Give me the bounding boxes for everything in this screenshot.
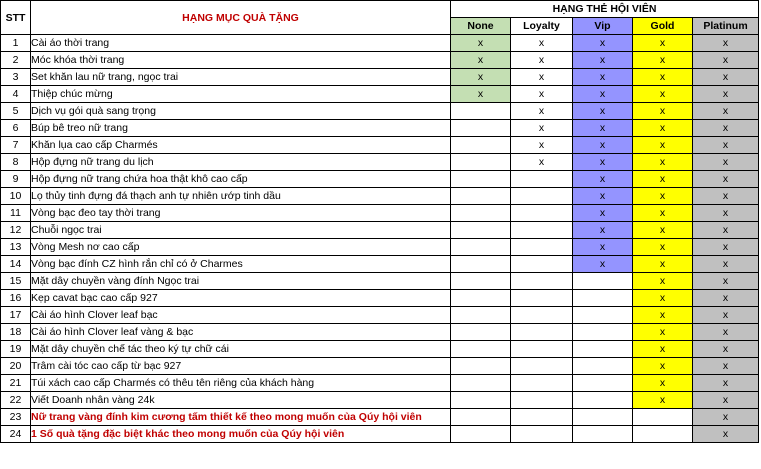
table-row bbox=[1, 409, 759, 426]
tier-cell-none bbox=[451, 358, 511, 375]
tier-cell-platinum: x bbox=[693, 426, 759, 443]
table-row bbox=[1, 154, 759, 171]
tier-cell-loyalty bbox=[511, 290, 573, 307]
row-number: 24 bbox=[1, 426, 31, 443]
gift-item-name: Vòng bạc đeo tay thời trang bbox=[31, 205, 451, 222]
tier-cell-none bbox=[451, 273, 511, 290]
gift-item-name: Mặt dây chuyền chế tác theo ký tự chữ cái bbox=[31, 341, 451, 358]
header-row-top bbox=[1, 1, 759, 18]
tier-cell-vip bbox=[573, 290, 633, 307]
tier-cell-vip: x bbox=[573, 35, 633, 52]
tier-cell-none bbox=[451, 205, 511, 222]
gift-item-name: Vòng bạc đính CZ hình rắn chỉ có ở Charmes bbox=[31, 256, 451, 273]
tier-cell-platinum: x bbox=[693, 358, 759, 375]
tier-cell-vip: x bbox=[573, 239, 633, 256]
tier-header-platinum: Platinum bbox=[693, 18, 759, 35]
tier-group-header: HẠNG THẺ HỘI VIÊN bbox=[451, 1, 759, 18]
tier-cell-vip bbox=[573, 273, 633, 290]
tier-cell-platinum: x bbox=[693, 222, 759, 239]
tier-cell-vip: x bbox=[573, 188, 633, 205]
tier-cell-none bbox=[451, 239, 511, 256]
gift-item-name: Viết Doanh nhân vàng 24k bbox=[31, 392, 451, 409]
tier-cell-loyalty: x bbox=[511, 154, 573, 171]
tier-cell-none bbox=[451, 188, 511, 205]
tier-cell-platinum: x bbox=[693, 103, 759, 120]
row-number: 5 bbox=[1, 103, 31, 120]
page-title: HẠNG MỤC QUÀ TẶNG bbox=[31, 1, 451, 35]
tier-cell-gold: x bbox=[633, 392, 693, 409]
tier-cell-gold: x bbox=[633, 324, 693, 341]
tier-cell-vip: x bbox=[573, 103, 633, 120]
tier-cell-vip bbox=[573, 426, 633, 443]
table-row bbox=[1, 239, 759, 256]
row-number: 1 bbox=[1, 35, 31, 52]
tier-cell-loyalty bbox=[511, 205, 573, 222]
table-row bbox=[1, 392, 759, 409]
tier-cell-gold: x bbox=[633, 52, 693, 69]
tier-cell-none bbox=[451, 137, 511, 154]
tier-cell-vip bbox=[573, 307, 633, 324]
table-row bbox=[1, 103, 759, 120]
tier-cell-platinum: x bbox=[693, 392, 759, 409]
gift-item-name: Túi xách cao cấp Charmés có thêu tên riêng của khách hàng bbox=[31, 375, 451, 392]
tier-cell-platinum: x bbox=[693, 239, 759, 256]
tier-cell-none bbox=[451, 120, 511, 137]
tier-cell-loyalty bbox=[511, 341, 573, 358]
tier-cell-vip: x bbox=[573, 120, 633, 137]
row-number: 23 bbox=[1, 409, 31, 426]
table-row bbox=[1, 86, 759, 103]
row-number: 10 bbox=[1, 188, 31, 205]
tier-cell-none bbox=[451, 222, 511, 239]
tier-cell-none bbox=[451, 171, 511, 188]
tier-cell-platinum: x bbox=[693, 290, 759, 307]
tier-cell-vip bbox=[573, 341, 633, 358]
gift-item-name: Lọ thủy tinh đựng đá thạch anh tự nhiên ướp tinh dầu bbox=[31, 188, 451, 205]
tier-cell-loyalty bbox=[511, 358, 573, 375]
table-row bbox=[1, 69, 759, 86]
gift-item-name: Dịch vụ gói quà sang trọng bbox=[31, 103, 451, 120]
tier-cell-vip: x bbox=[573, 69, 633, 86]
tier-cell-none bbox=[451, 290, 511, 307]
tier-cell-vip bbox=[573, 375, 633, 392]
stt-header: STT bbox=[1, 1, 31, 35]
row-number: 18 bbox=[1, 324, 31, 341]
table-row bbox=[1, 52, 759, 69]
tier-cell-gold: x bbox=[633, 137, 693, 154]
tier-cell-gold: x bbox=[633, 358, 693, 375]
tier-cell-loyalty: x bbox=[511, 86, 573, 103]
tier-cell-gold: x bbox=[633, 188, 693, 205]
gift-item-name: Cài áo hình Clover leaf bạc bbox=[31, 307, 451, 324]
table-row bbox=[1, 222, 759, 239]
tier-cell-platinum: x bbox=[693, 256, 759, 273]
gift-item-name: Cài áo thời trang bbox=[31, 35, 451, 52]
table-row bbox=[1, 171, 759, 188]
tier-cell-gold: x bbox=[633, 273, 693, 290]
tier-cell-platinum: x bbox=[693, 86, 759, 103]
row-number: 3 bbox=[1, 69, 31, 86]
tier-cell-vip: x bbox=[573, 171, 633, 188]
tier-cell-none: x bbox=[451, 52, 511, 69]
tier-cell-platinum: x bbox=[693, 409, 759, 426]
row-number: 17 bbox=[1, 307, 31, 324]
tier-cell-platinum: x bbox=[693, 137, 759, 154]
tier-cell-none bbox=[451, 341, 511, 358]
table-row bbox=[1, 358, 759, 375]
tier-cell-loyalty: x bbox=[511, 69, 573, 86]
table-row bbox=[1, 120, 759, 137]
gift-item-name: Thiệp chúc mừng bbox=[31, 86, 451, 103]
tier-cell-platinum: x bbox=[693, 154, 759, 171]
gift-item-name: Mặt dây chuyền vàng đính Ngọc trai bbox=[31, 273, 451, 290]
gift-item-name: Hộp đựng nữ trang du lịch bbox=[31, 154, 451, 171]
gift-item-name: Set khăn lau nữ trang, ngọc trai bbox=[31, 69, 451, 86]
row-number: 4 bbox=[1, 86, 31, 103]
tier-cell-none bbox=[451, 392, 511, 409]
tier-cell-vip: x bbox=[573, 86, 633, 103]
gift-item-name: Búp bê treo nữ trang bbox=[31, 120, 451, 137]
tier-cell-none bbox=[451, 256, 511, 273]
table-row bbox=[1, 324, 759, 341]
tier-cell-loyalty bbox=[511, 324, 573, 341]
tier-cell-none bbox=[451, 409, 511, 426]
table-row bbox=[1, 426, 759, 443]
table-row bbox=[1, 341, 759, 358]
row-number: 21 bbox=[1, 375, 31, 392]
tier-cell-loyalty bbox=[511, 222, 573, 239]
tier-cell-platinum: x bbox=[693, 69, 759, 86]
tier-cell-vip bbox=[573, 358, 633, 375]
gift-item-name: Trâm cài tóc cao cấp từ bạc 927 bbox=[31, 358, 451, 375]
row-number: 2 bbox=[1, 52, 31, 69]
gift-rows bbox=[1, 35, 759, 443]
gift-item-name: Cài áo hình Clover leaf vàng & bạc bbox=[31, 324, 451, 341]
tier-cell-loyalty bbox=[511, 375, 573, 392]
tier-cell-loyalty bbox=[511, 392, 573, 409]
gift-item-name: Vòng Mesh nơ cao cấp bbox=[31, 239, 451, 256]
tier-cell-loyalty: x bbox=[511, 137, 573, 154]
table-row bbox=[1, 137, 759, 154]
tier-header-loyalty: Loyalty bbox=[511, 18, 573, 35]
tier-cell-none: x bbox=[451, 69, 511, 86]
tier-cell-platinum: x bbox=[693, 375, 759, 392]
tier-cell-platinum: x bbox=[693, 120, 759, 137]
tier-cell-loyalty bbox=[511, 256, 573, 273]
tier-cell-loyalty bbox=[511, 409, 573, 426]
tier-cell-vip: x bbox=[573, 137, 633, 154]
table-row bbox=[1, 256, 759, 273]
row-number: 14 bbox=[1, 256, 31, 273]
tier-cell-platinum: x bbox=[693, 273, 759, 290]
tier-cell-loyalty: x bbox=[511, 120, 573, 137]
tier-cell-gold bbox=[633, 426, 693, 443]
table-row bbox=[1, 205, 759, 222]
tier-cell-loyalty: x bbox=[511, 35, 573, 52]
tier-cell-none bbox=[451, 103, 511, 120]
tier-cell-platinum: x bbox=[693, 188, 759, 205]
gift-item-name: Chuỗi ngọc trai bbox=[31, 222, 451, 239]
tier-cell-platinum: x bbox=[693, 35, 759, 52]
tier-cell-none bbox=[451, 426, 511, 443]
tier-cell-loyalty bbox=[511, 307, 573, 324]
tier-cell-vip bbox=[573, 392, 633, 409]
tier-header-vip: Vip bbox=[573, 18, 633, 35]
tier-cell-none bbox=[451, 307, 511, 324]
tier-cell-gold: x bbox=[633, 375, 693, 392]
row-number: 19 bbox=[1, 341, 31, 358]
tier-cell-gold: x bbox=[633, 120, 693, 137]
tier-cell-gold: x bbox=[633, 222, 693, 239]
tier-cell-loyalty bbox=[511, 171, 573, 188]
tier-cell-platinum: x bbox=[693, 324, 759, 341]
tier-cell-none bbox=[451, 154, 511, 171]
row-number: 13 bbox=[1, 239, 31, 256]
table-row bbox=[1, 273, 759, 290]
tier-cell-gold: x bbox=[633, 307, 693, 324]
row-number: 22 bbox=[1, 392, 31, 409]
tier-cell-loyalty bbox=[511, 426, 573, 443]
tier-cell-vip: x bbox=[573, 154, 633, 171]
row-number: 20 bbox=[1, 358, 31, 375]
gift-item-name: Hộp đựng nữ trang chứa hoa thật khô cao cấp bbox=[31, 171, 451, 188]
row-number: 15 bbox=[1, 273, 31, 290]
tier-cell-gold: x bbox=[633, 256, 693, 273]
tier-cell-loyalty: x bbox=[511, 52, 573, 69]
gift-item-name: Kẹp cavat bạc cao cấp 927 bbox=[31, 290, 451, 307]
row-number: 7 bbox=[1, 137, 31, 154]
tier-cell-none bbox=[451, 324, 511, 341]
gift-item-name: Móc khóa thời trang bbox=[31, 52, 451, 69]
tier-cell-gold: x bbox=[633, 69, 693, 86]
table-row bbox=[1, 307, 759, 324]
gift-item-name: 1 Số quà tặng đặc biệt khác theo mong muốn của Qúy hội viên bbox=[31, 426, 451, 443]
tier-cell-none bbox=[451, 375, 511, 392]
tier-cell-vip: x bbox=[573, 52, 633, 69]
tier-cell-vip: x bbox=[573, 256, 633, 273]
tier-cell-platinum: x bbox=[693, 171, 759, 188]
tier-cell-loyalty bbox=[511, 188, 573, 205]
row-number: 9 bbox=[1, 171, 31, 188]
tier-cell-gold: x bbox=[633, 205, 693, 222]
tier-cell-gold: x bbox=[633, 103, 693, 120]
tier-cell-gold: x bbox=[633, 86, 693, 103]
table-row bbox=[1, 188, 759, 205]
row-number: 8 bbox=[1, 154, 31, 171]
tier-cell-gold: x bbox=[633, 154, 693, 171]
tier-cell-platinum: x bbox=[693, 307, 759, 324]
tier-cell-platinum: x bbox=[693, 52, 759, 69]
tier-cell-gold: x bbox=[633, 290, 693, 307]
tier-cell-none: x bbox=[451, 35, 511, 52]
tier-cell-platinum: x bbox=[693, 205, 759, 222]
row-number: 6 bbox=[1, 120, 31, 137]
tier-cell-vip: x bbox=[573, 222, 633, 239]
tier-cell-loyalty bbox=[511, 273, 573, 290]
table-row bbox=[1, 375, 759, 392]
tier-cell-vip: x bbox=[573, 205, 633, 222]
tier-cell-gold: x bbox=[633, 171, 693, 188]
table-row bbox=[1, 290, 759, 307]
tier-cell-vip bbox=[573, 324, 633, 341]
gift-item-name: Nữ trang vàng đính kim cương tấm thiết kế theo mong muốn của Qúy hội viên bbox=[31, 409, 451, 426]
tier-cell-gold: x bbox=[633, 35, 693, 52]
gift-item-name: Khăn lụa cao cấp Charmés bbox=[31, 137, 451, 154]
tier-cell-loyalty: x bbox=[511, 103, 573, 120]
table-row bbox=[1, 35, 759, 52]
row-number: 16 bbox=[1, 290, 31, 307]
tier-cell-platinum: x bbox=[693, 341, 759, 358]
tier-cell-gold: x bbox=[633, 239, 693, 256]
row-number: 12 bbox=[1, 222, 31, 239]
tier-header-none: None bbox=[451, 18, 511, 35]
tier-header-gold: Gold bbox=[633, 18, 693, 35]
tier-cell-vip bbox=[573, 409, 633, 426]
tier-cell-none: x bbox=[451, 86, 511, 103]
tier-cell-gold: x bbox=[633, 341, 693, 358]
tier-cell-gold bbox=[633, 409, 693, 426]
row-number: 11 bbox=[1, 205, 31, 222]
tier-cell-loyalty bbox=[511, 239, 573, 256]
